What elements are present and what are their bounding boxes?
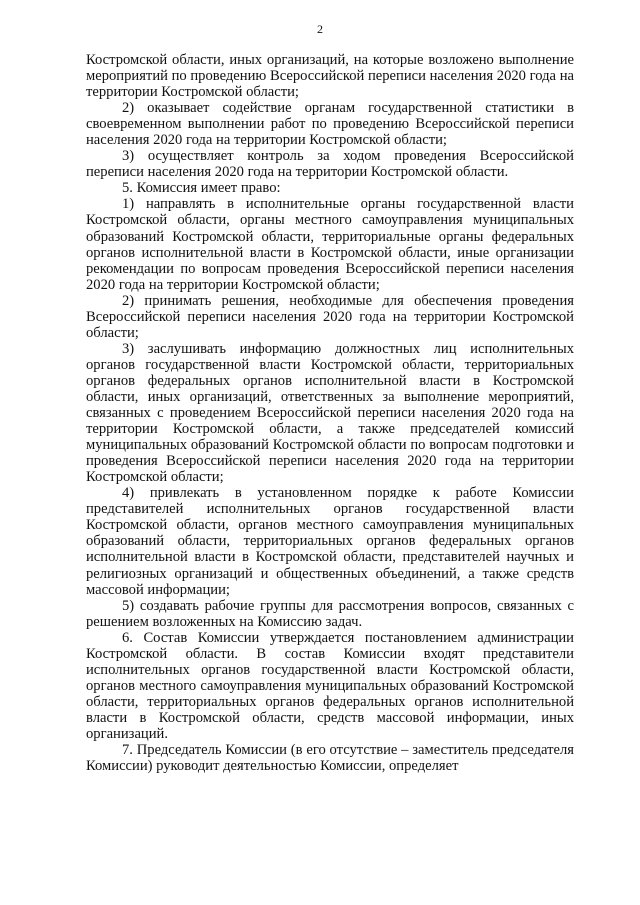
paragraph-right-5: 5) создавать рабочие группы для рассмотрения вопросов, связанных с решением возложенных на Комиссию задач. [86,597,574,630]
paragraph-continuation: Костромской области, иных организаций, на которые возложено выполнение мероприятий по проведению Всероссийской переписи населения 2020 года на территории Костромской области; [86,52,574,101]
paragraph-right-2: 2) принимать решения, необходимые для обеспечения проведения Всероссийской переписи населения 2020 года на территории Костромской области; [86,292,574,341]
paragraph-right-3: 3) заслушивать информацию должностных лиц исполнительных органов государственной власти Костромской области, территориальных органов федеральных органов исполнительной власти в Костромской области, иных организаций, ответственных за выполнение мероприятий, связанных с проведением Всероссийской переписи населения 2020 года на территории Костромской области, а также председателей комиссий муниципальных образований Костромской области по вопросам подготовки и проведения Всероссийской переписи населения 2020 года на территории Костромской области; [86,340,574,486]
document-body [86,52,574,774]
paragraph-item-3: 3) осуществляет контроль за ходом проведения Всероссийской переписи населения 2020 года на территории Костромской области. [86,148,574,181]
paragraph-right-1: 1) направлять в исполнительные органы государственной власти Костромской области, органы местного самоуправления муниципальных образований Костромской области, территориальные органы федеральных органов исполнительной власти в Костромской области, иные организации рекомендации по вопросам проведения Всероссийской переписи населения 2020 года на территории Костромской области; [86,196,574,293]
paragraph-item-2: 2) оказывает содействие органам государственной статистики в своевременном выполнении работ по проведению Всероссийской переписи населения 2020 года на территории Костромской области; [86,100,574,149]
paragraph-right-4: 4) привлекать в установленном порядке к работе Комиссии представителей исполнительных органов государственной власти Костромской области, органов местного самоуправления муниципальных образований области, территориальных органов федеральных органов исполнительной власти в Костромской области, представителей научных и религиозных организаций и общественных объединений, а также средств массовой информации; [86,485,574,598]
page-number: 2 [317,22,323,36]
paragraph-clause-5: 5. Комиссия имеет право: [122,180,281,197]
paragraph-clause-6: 6. Состав Комиссии утверждается постановлением администрации Костромской области. В состав Комиссии входят представители исполнительных органов государственной власти Костромской области, органов местного самоуправления муниципальных образований Костромской области, территориальных органов федеральных органов исполнительной власти в Костромской области, средств массовой информации, иных организаций. [86,629,574,742]
paragraph-clause-7: 7. Председатель Комиссии (в его отсутствие – заместитель председателя Комиссии) руководит деятельностью Комиссии, определяет [86,742,574,775]
